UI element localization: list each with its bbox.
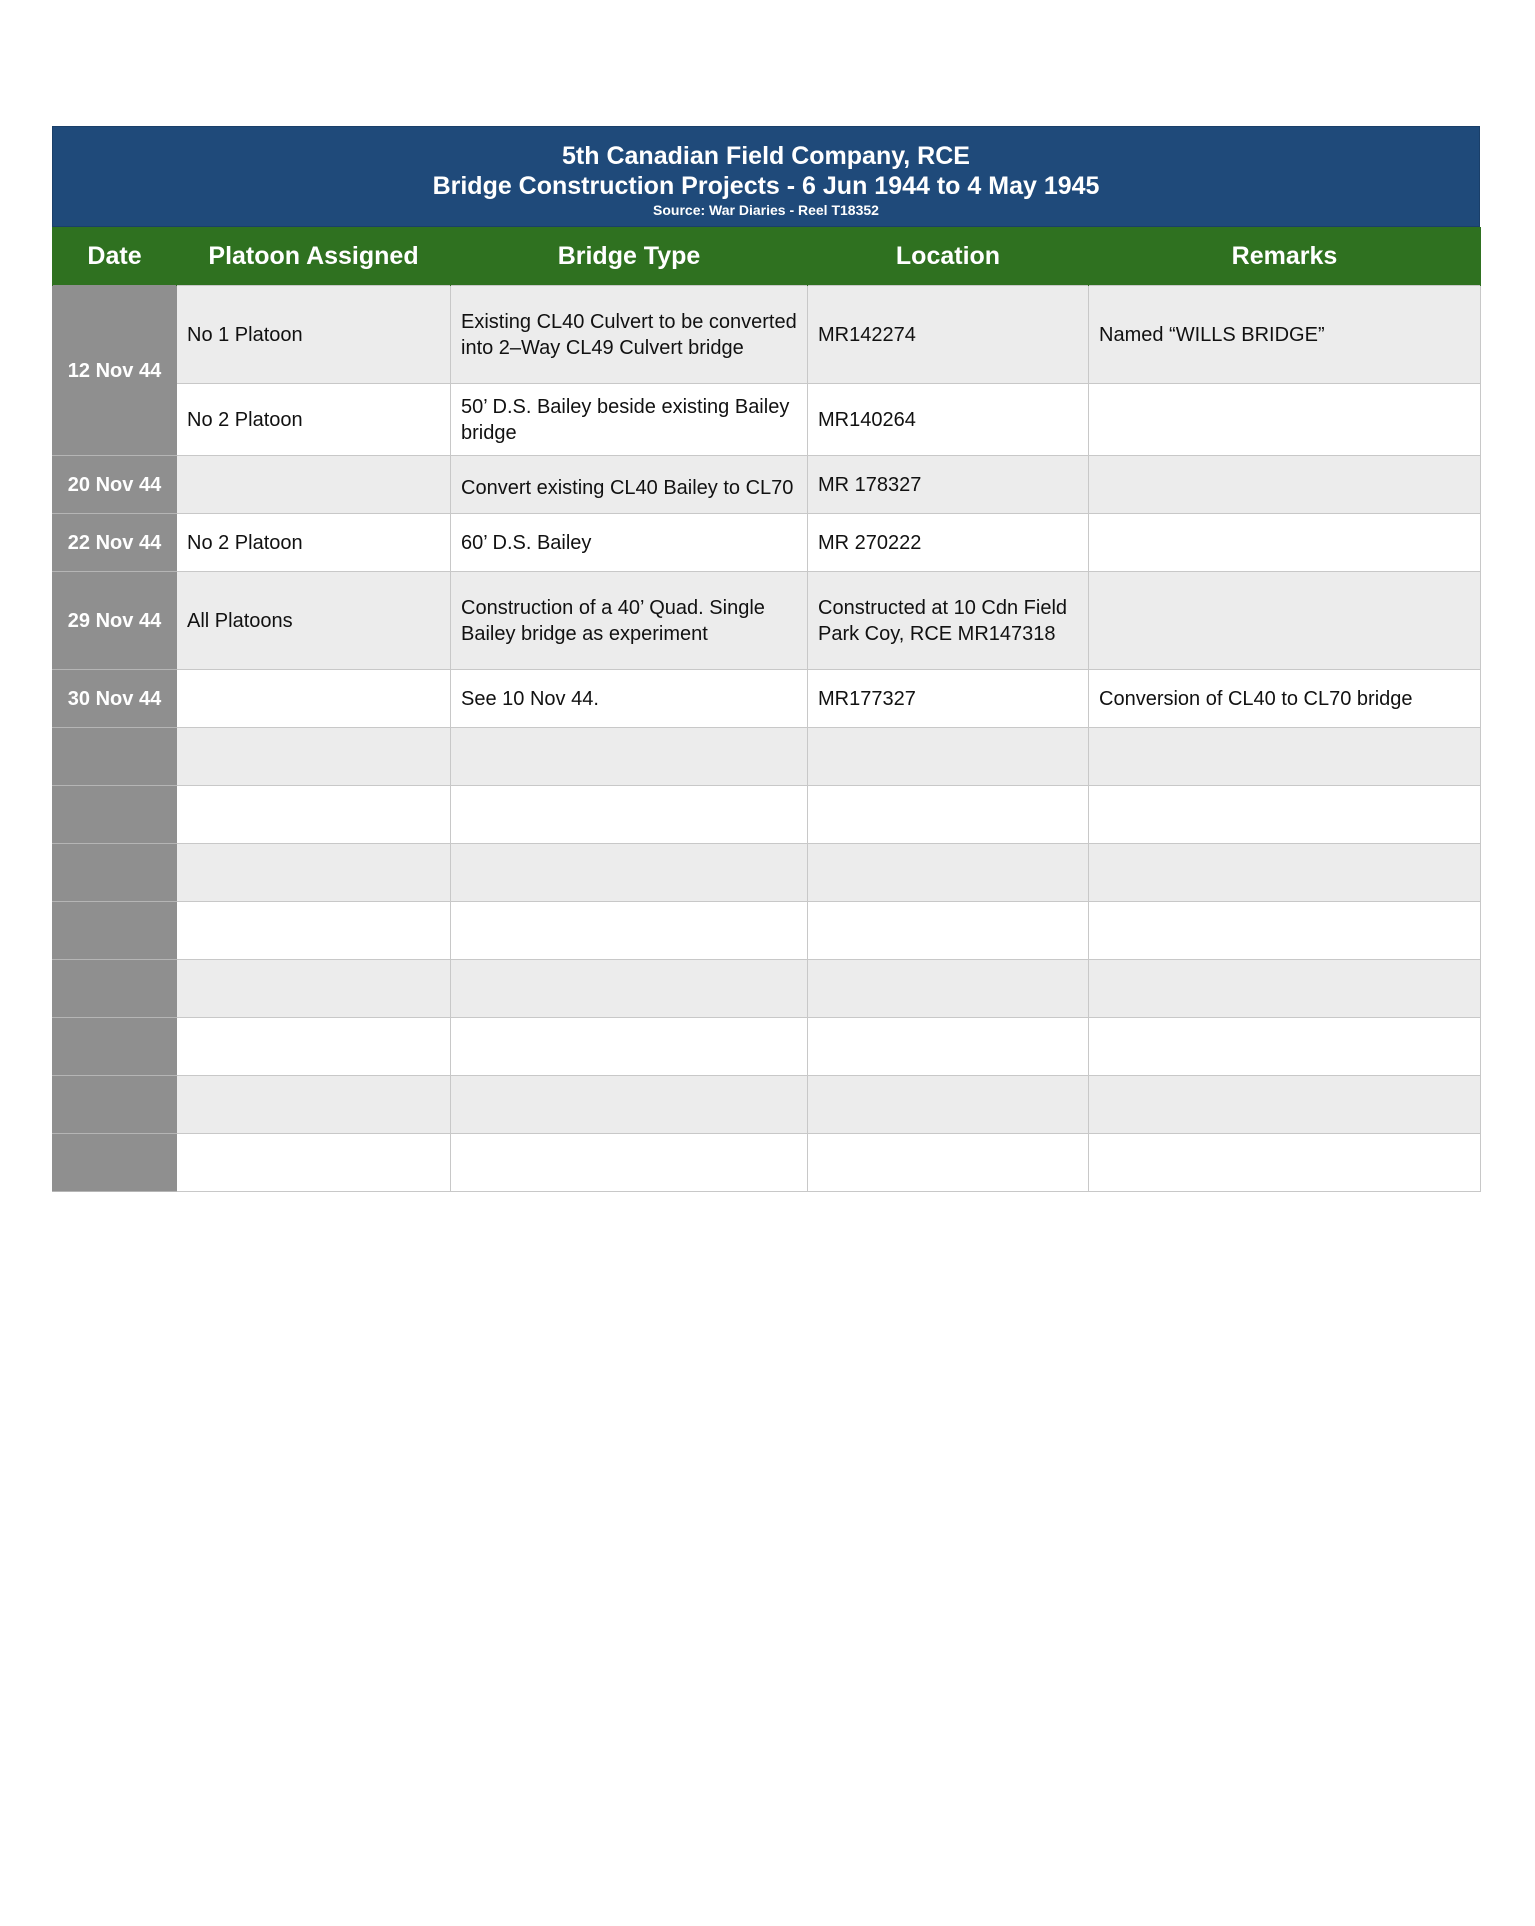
column-header-date: Date <box>53 227 177 286</box>
platoon-cell: No 1 Platoon <box>177 286 451 384</box>
column-header-platoon: Platoon Assigned <box>177 227 451 286</box>
date-cell <box>53 902 177 960</box>
bridge-type-cell <box>451 1134 808 1192</box>
platoon-cell <box>177 728 451 786</box>
bridge-type-cell: See 10 Nov 44. <box>451 670 808 728</box>
bridge-type-cell: Existing CL40 Culvert to be converted into 2–Way CL49 Culvert bridge <box>451 286 808 384</box>
location-cell: MR142274 <box>808 286 1089 384</box>
remarks-cell <box>1089 384 1481 456</box>
remarks-cell: Conversion of CL40 to CL70 bridge <box>1089 670 1481 728</box>
bridge-type-cell <box>451 902 808 960</box>
table-row <box>53 456 1481 514</box>
platoon-cell: No 2 Platoon <box>177 514 451 572</box>
location-cell: MR140264 <box>808 384 1089 456</box>
platoon-cell <box>177 1018 451 1076</box>
platoon-cell <box>177 670 451 728</box>
date-cell: 20 Nov 44 <box>53 456 177 514</box>
location-cell <box>808 786 1089 844</box>
empty-row <box>53 1134 1481 1192</box>
bridge-projects-sheet <box>52 126 1480 1192</box>
location-cell: MR 270222 <box>808 514 1089 572</box>
bridge-type-cell <box>451 456 808 514</box>
location-cell <box>808 902 1089 960</box>
platoon-cell: No 2 Platoon <box>177 384 451 456</box>
platoon-cell <box>177 1134 451 1192</box>
remarks-cell <box>1089 456 1481 514</box>
column-header-location: Location <box>808 227 1089 286</box>
location-cell <box>808 844 1089 902</box>
bridge-type-cell <box>451 1076 808 1134</box>
table-row <box>53 514 1481 572</box>
date-cell: 12 Nov 44 <box>53 286 177 456</box>
empty-row <box>53 1076 1481 1134</box>
remarks-cell <box>1089 514 1481 572</box>
column-header-bridge-type: Bridge Type <box>451 227 808 286</box>
remarks-cell: Named “WILLS BRIDGE” <box>1089 286 1481 384</box>
empty-row <box>53 844 1481 902</box>
location-cell <box>808 1076 1089 1134</box>
location-cell <box>808 728 1089 786</box>
platoon-cell <box>177 844 451 902</box>
date-cell: 30 Nov 44 <box>53 670 177 728</box>
date-cell <box>53 1018 177 1076</box>
empty-row <box>53 786 1481 844</box>
location-cell <box>808 1018 1089 1076</box>
bridge-type-cell <box>451 1018 808 1076</box>
date-cell: 22 Nov 44 <box>53 514 177 572</box>
column-header-remarks: Remarks <box>1089 227 1481 286</box>
empty-row <box>53 1018 1481 1076</box>
date-cell <box>53 1134 177 1192</box>
empty-row <box>53 728 1481 786</box>
empty-row <box>53 902 1481 960</box>
platoon-cell <box>177 960 451 1018</box>
bridge-type-cell <box>451 728 808 786</box>
page-title: 5th Canadian Field Company, RCE <box>562 142 970 170</box>
platoon-cell <box>177 786 451 844</box>
location-cell <box>808 1134 1089 1192</box>
table-row <box>53 286 1481 384</box>
remarks-cell <box>1089 728 1481 786</box>
projects-table <box>52 227 1481 1192</box>
bridge-type-cell: Construction of a 40’ Quad. Single Bailey bridge as experiment <box>451 572 808 670</box>
bridge-type-cell: 50’ D.S. Bailey beside existing Bailey bridge <box>451 384 808 456</box>
location-cell: Constructed at 10 Cdn Field Park Coy, RCE MR147318 <box>808 572 1089 670</box>
platoon-cell <box>177 1076 451 1134</box>
location-cell: MR 178327 <box>808 456 1089 514</box>
bridge-type-text: Convert existing CL40 Bailey to CL70 <box>461 476 794 499</box>
table-header-row <box>53 227 1481 286</box>
remarks-cell <box>1089 902 1481 960</box>
platoon-cell: All Platoons <box>177 572 451 670</box>
location-cell: MR177327 <box>808 670 1089 728</box>
page-subtitle: Bridge Construction Projects - 6 Jun 1944 to 4 May 1945 <box>432 172 1100 200</box>
remarks-cell <box>1089 1018 1481 1076</box>
remarks-cell <box>1089 844 1481 902</box>
remarks-cell <box>1089 1076 1481 1134</box>
location-cell <box>808 960 1089 1018</box>
bridge-type-cell: 60’ D.S. Bailey <box>451 514 808 572</box>
remarks-cell <box>1089 960 1481 1018</box>
remarks-cell <box>1089 786 1481 844</box>
remarks-cell <box>1089 572 1481 670</box>
date-cell <box>53 960 177 1018</box>
date-cell: 29 Nov 44 <box>53 572 177 670</box>
title-band <box>52 126 1480 227</box>
remarks-cell <box>1089 1134 1481 1192</box>
empty-row <box>53 960 1481 1018</box>
date-cell <box>53 844 177 902</box>
bridge-type-cell <box>451 960 808 1018</box>
date-cell <box>53 1076 177 1134</box>
bridge-type-cell <box>451 786 808 844</box>
source-note: Source: War Diaries - Reel T18352 <box>653 202 879 218</box>
table-row <box>53 572 1481 670</box>
bridge-type-cell <box>451 844 808 902</box>
date-cell <box>53 728 177 786</box>
platoon-cell <box>177 456 451 514</box>
platoon-cell <box>177 902 451 960</box>
table-row <box>53 670 1481 728</box>
table-row <box>53 384 1481 456</box>
date-cell <box>53 786 177 844</box>
